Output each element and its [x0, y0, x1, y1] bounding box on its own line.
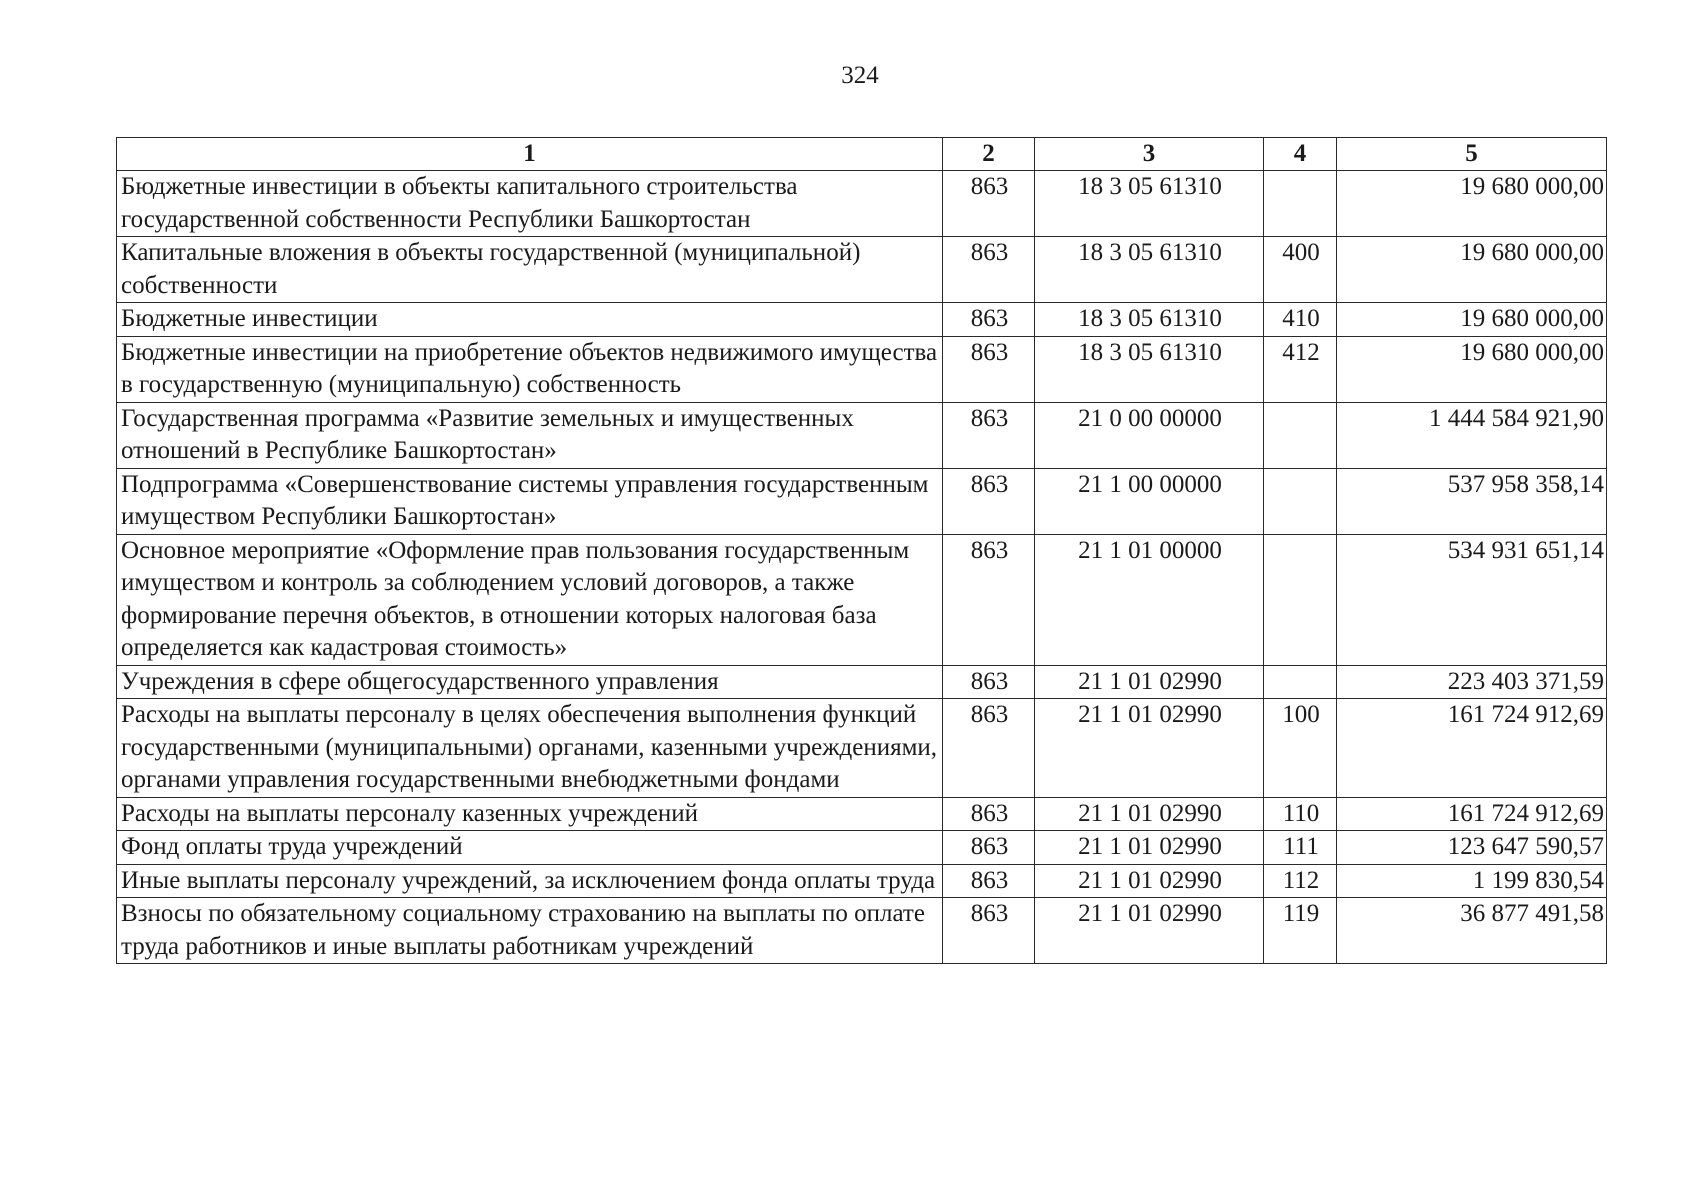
- row-code: 18 3 05 61310: [1035, 171, 1264, 237]
- row-dept: 863: [943, 864, 1035, 898]
- row-code: 18 3 05 61310: [1035, 237, 1264, 303]
- table-row: [117, 468, 1607, 534]
- table-row: [117, 699, 1607, 798]
- row-type: [1264, 534, 1337, 665]
- row-name: Бюджетные инвестиции в объекты капитального строительства государственной собственности Республики Башкортостан: [117, 171, 943, 237]
- row-type: 119: [1264, 898, 1337, 964]
- row-sum: 223 403 371,59: [1337, 665, 1607, 699]
- row-name: Капитальные вложения в объекты государственной (муниципальной) собственности: [117, 237, 943, 303]
- row-dept: 863: [943, 898, 1035, 964]
- row-type: 412: [1264, 336, 1337, 402]
- row-dept: 863: [943, 336, 1035, 402]
- row-type: 410: [1264, 303, 1337, 337]
- row-type: 111: [1264, 831, 1337, 865]
- table-row: [117, 831, 1607, 865]
- column-header-1: 1: [117, 138, 943, 171]
- row-code: 21 1 01 02990: [1035, 898, 1264, 964]
- row-dept: 863: [943, 237, 1035, 303]
- row-code: 21 1 01 00000: [1035, 534, 1264, 665]
- row-code: 21 1 01 02990: [1035, 831, 1264, 865]
- row-type: 100: [1264, 699, 1337, 798]
- row-code: 21 1 01 02990: [1035, 699, 1264, 798]
- table-row: [117, 864, 1607, 898]
- row-type: 110: [1264, 797, 1337, 831]
- table-row: [117, 665, 1607, 699]
- row-type: 112: [1264, 864, 1337, 898]
- table-row: [117, 171, 1607, 237]
- row-name: Расходы на выплаты персоналу в целях обеспечения выполнения функций государственными (муниципальными) органами, казенными учреждениями, органами управления государственными внебюджетными фондами: [117, 699, 943, 798]
- row-sum: 123 647 590,57: [1337, 831, 1607, 865]
- row-name: Взносы по обязательному социальному страхованию на выплаты по оплате труда работников и иные выплаты работникам учреждений: [117, 898, 943, 964]
- row-dept: 863: [943, 171, 1035, 237]
- row-name: Фонд оплаты труда учреждений: [117, 831, 943, 865]
- row-name: Подпрограмма «Совершенствование системы управления государственным имуществом Республики Башкортостан»: [117, 468, 943, 534]
- row-code: 18 3 05 61310: [1035, 336, 1264, 402]
- row-code: 21 1 01 02990: [1035, 864, 1264, 898]
- row-name: Бюджетные инвестиции: [117, 303, 943, 337]
- row-type: [1264, 171, 1337, 237]
- row-dept: 863: [943, 468, 1035, 534]
- row-type: 400: [1264, 237, 1337, 303]
- row-dept: 863: [943, 797, 1035, 831]
- row-sum: 161 724 912,69: [1337, 699, 1607, 798]
- table-row: [117, 797, 1607, 831]
- row-type: [1264, 665, 1337, 699]
- row-sum: 19 680 000,00: [1337, 303, 1607, 337]
- row-name: Основное мероприятие «Оформление прав пользования государственным имуществом и контроль за соблюдением условий договоров, а также формирование перечня объектов, в отношении которых налоговая база определяется как кадастровая стоимость»: [117, 534, 943, 665]
- row-sum: 19 680 000,00: [1337, 171, 1607, 237]
- row-sum: 19 680 000,00: [1337, 237, 1607, 303]
- budget-table: [116, 137, 1607, 964]
- table-row: [117, 402, 1607, 468]
- table-row: [117, 303, 1607, 337]
- row-code: 21 1 01 02990: [1035, 797, 1264, 831]
- row-sum: 1 199 830,54: [1337, 864, 1607, 898]
- row-dept: 863: [943, 831, 1035, 865]
- row-sum: 534 931 651,14: [1337, 534, 1607, 665]
- row-name: Бюджетные инвестиции на приобретение объектов недвижимого имущества в государственную (муниципальную) собственность: [117, 336, 943, 402]
- row-type: [1264, 468, 1337, 534]
- page-number: 324: [841, 62, 879, 89]
- row-code: 18 3 05 61310: [1035, 303, 1264, 337]
- column-header-3: 3: [1035, 138, 1264, 171]
- row-sum: 36 877 491,58: [1337, 898, 1607, 964]
- row-name: Государственная программа «Развитие земельных и имущественных отношений в Республике Башкортостан»: [117, 402, 943, 468]
- row-dept: 863: [943, 402, 1035, 468]
- row-sum: 19 680 000,00: [1337, 336, 1607, 402]
- table-row: [117, 898, 1607, 964]
- row-type: [1264, 402, 1337, 468]
- column-header-4: 4: [1264, 138, 1337, 171]
- row-name: Иные выплаты персоналу учреждений, за исключением фонда оплаты труда: [117, 864, 943, 898]
- table-row: [117, 237, 1607, 303]
- column-header-2: 2: [943, 138, 1035, 171]
- row-name: Расходы на выплаты персоналу казенных учреждений: [117, 797, 943, 831]
- row-code: 21 1 01 02990: [1035, 665, 1264, 699]
- row-code: 21 1 00 00000: [1035, 468, 1264, 534]
- row-code: 21 0 00 00000: [1035, 402, 1264, 468]
- row-dept: 863: [943, 303, 1035, 337]
- row-dept: 863: [943, 699, 1035, 798]
- row-dept: 863: [943, 665, 1035, 699]
- row-sum: 537 958 358,14: [1337, 468, 1607, 534]
- table-row: [117, 534, 1607, 665]
- column-header-5: 5: [1337, 138, 1607, 171]
- row-name: Учреждения в сфере общегосударственного управления: [117, 665, 943, 699]
- header-row: [117, 138, 1607, 171]
- row-sum: 161 724 912,69: [1337, 797, 1607, 831]
- row-dept: 863: [943, 534, 1035, 665]
- table-row: [117, 336, 1607, 402]
- row-sum: 1 444 584 921,90: [1337, 402, 1607, 468]
